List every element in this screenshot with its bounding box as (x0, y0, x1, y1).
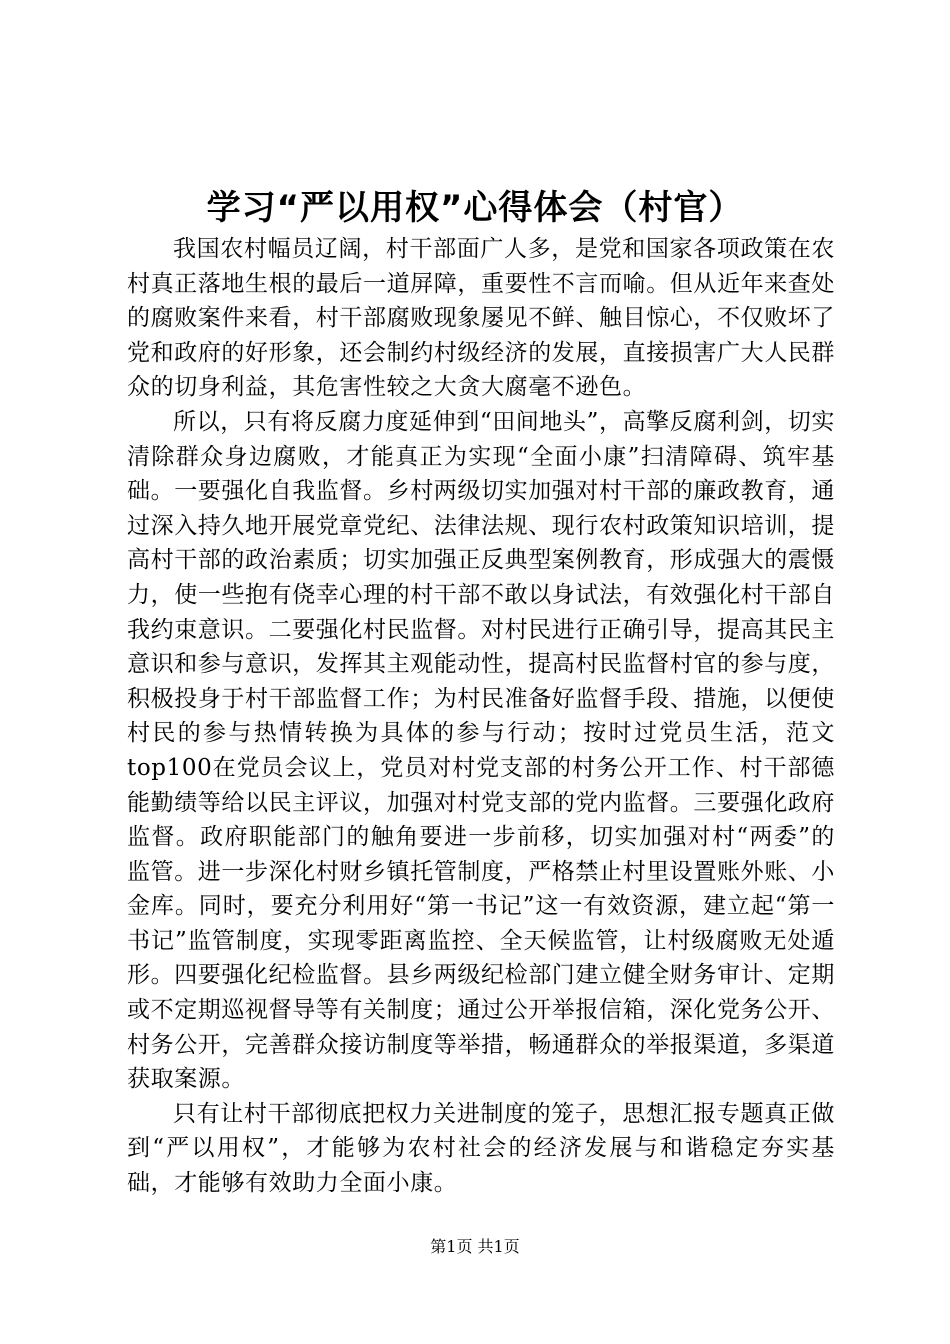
paragraph-1: 我国农村幅员辽阔，村干部面广人多，是党和国家各项政策在农村真正落地生根的最后一道屏障，重要性不言而喻。但从近年来查处的腐败案件来看，村干部腐败现象屡见不鲜、触目惊心，不仅败坏了党和政府的好形象，还会制约村级经济的发展，直接损害广大人民群众的切身利益，其危害性较之大贪大腐毫不逊色。 (127, 236, 835, 401)
paragraph-2: 所以，只有将反腐力度延伸到“田间地头”，高擎反腐利剑，切实清除群众身边腐败，才能真正为实现“全面小康”扫清障碍、筑牢基础。一要强化自我监督。乡村两级切实加强对村干部的廉政教育，通过深入持久地开展党章党纪、法律法规、现行农村政策知识培训，提高村干部的政治素质；切实加强正反典型案例教育，形成强大的震慑力，使一些抱有侥幸心理的村干部不敢以身试法，有效强化村干部自我约束意识。二要强化村民监督。对村民进行正确引导，提高其民主意识和参与意识，发挥其主观能动性，提高村民监督村官的参与度，积极投身于村干部监督工作；为村民准备好监督手段、措施，以便使村民的参与热情转换为具体的参与行动；按时过党员生活，范文top100在党员会议上，党员对村党支部的村务公开工作、村干部德能勤绩等给以民主评议，加强对村党支部的党内监督。三要强化政府监督。政府职能部门的触角要进一步前移，切实加强对村“两委”的监管。进一步深化村财乡镇托管制度，严格禁止村里设置账外账、小金库。同时，要充分利用好“第一书记”这一有效资源，建立起“第一书记”监管制度，实现零距离监控、全天候监管，让村级腐败无处遁形。四要强化纪检监督。县乡两级纪检部门建立健全财务审计、定期或不定期巡视督导等有关制度；通过公开举报信箱，深化党务公开、村务公开，完善群众接访制度等举措，畅通群众的举报渠道，多渠道获取案源。 (127, 408, 835, 1093)
document-title: 学习“严以用权”心得体会（村官） (206, 188, 744, 228)
paragraph-3: 只有让村干部彻底把权力关进制度的笼子，思想汇报专题真正做到“严以用权”，才能够为农村社会的经济发展与和谐稳定夯实基础，才能够有效助力全面小康。 (127, 1100, 835, 1197)
page-footer: 第1页 共1页 (430, 1237, 520, 1256)
document-body (127, 232, 835, 1201)
